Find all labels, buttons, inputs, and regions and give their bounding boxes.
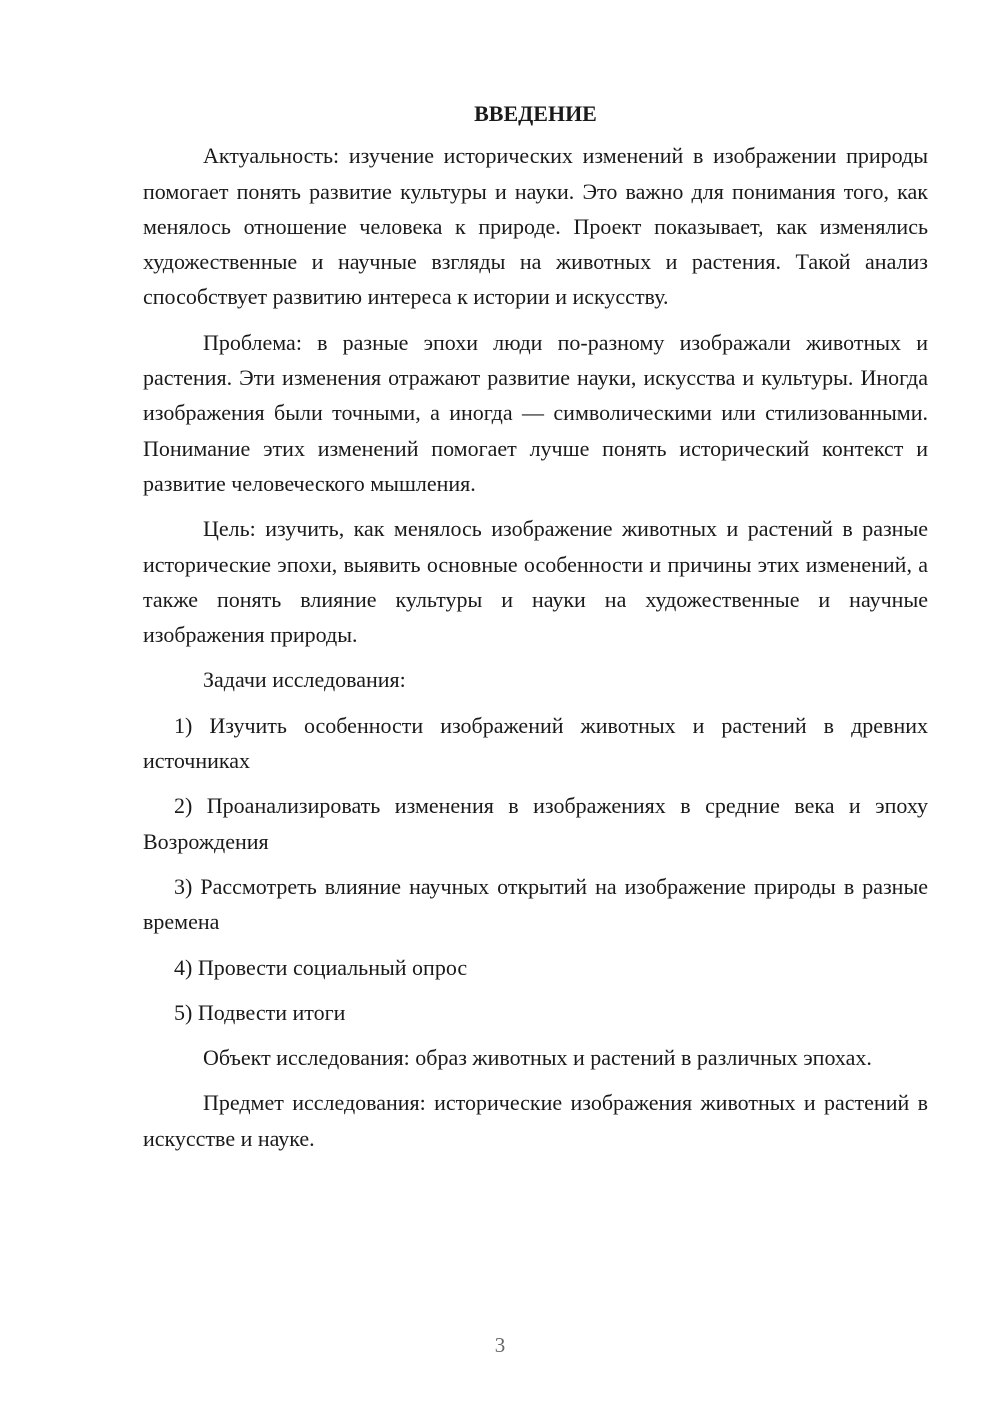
task-item-1: 1) Изучить особенности изображений животных и растений в древних источниках [143,712,928,774]
task-item-2: 2) Проанализировать изменения в изображениях в средние века и эпоху Возрождения [143,793,928,854]
tasks-heading: Задачи исследования: [203,667,406,693]
problem-paragraph: Проблема: в разные эпохи люди по-разному изображали животных и растения. Эти изменения отражают развитие науки, искусства и культуры. Иногда изображения были точными, а иногда — символическими или стилизованными. Понимание этих изменений помогает лучше понять исторический контекст и развитие человеческого мышления. [143,329,928,496]
page-content [143,96,928,1166]
task-item-3: 3) Рассмотреть влияние научных открытий на изображение природы в разные времена [143,873,928,935]
goal-paragraph: Цель: изучить, как менялось изображение животных и растений в разные исторические эпохи, выявить основные особенности и причины этих изменений, а также понять влияние культуры и науки на художественные и научные изображения природы. [143,516,928,648]
subject-paragraph: Предмет исследования: исторические изображения животных и растений в искусстве и науке. [143,1090,928,1151]
task-item-5: 5) Подвести итоги [174,999,346,1025]
page-number: 3 [494,1333,506,1357]
object-paragraph: Объект исследования: образ животных и растений в различных эпохах. [203,1045,872,1071]
relevance-paragraph: Актуальность: изучение исторических изменений в изображении природы помогает понять развитие культуры и науки. Это важно для понимания того, как менялось отношение человека к природе. Проект показывает, как изменялись художественные и научные взгляды на животных и растения. Такой анализ способствует развитию интереса к истории и искусству. [143,143,928,310]
task-item-4: 4) Провести социальный опрос [174,954,468,980]
page-title: ВВЕДЕНИЕ [474,101,597,126]
